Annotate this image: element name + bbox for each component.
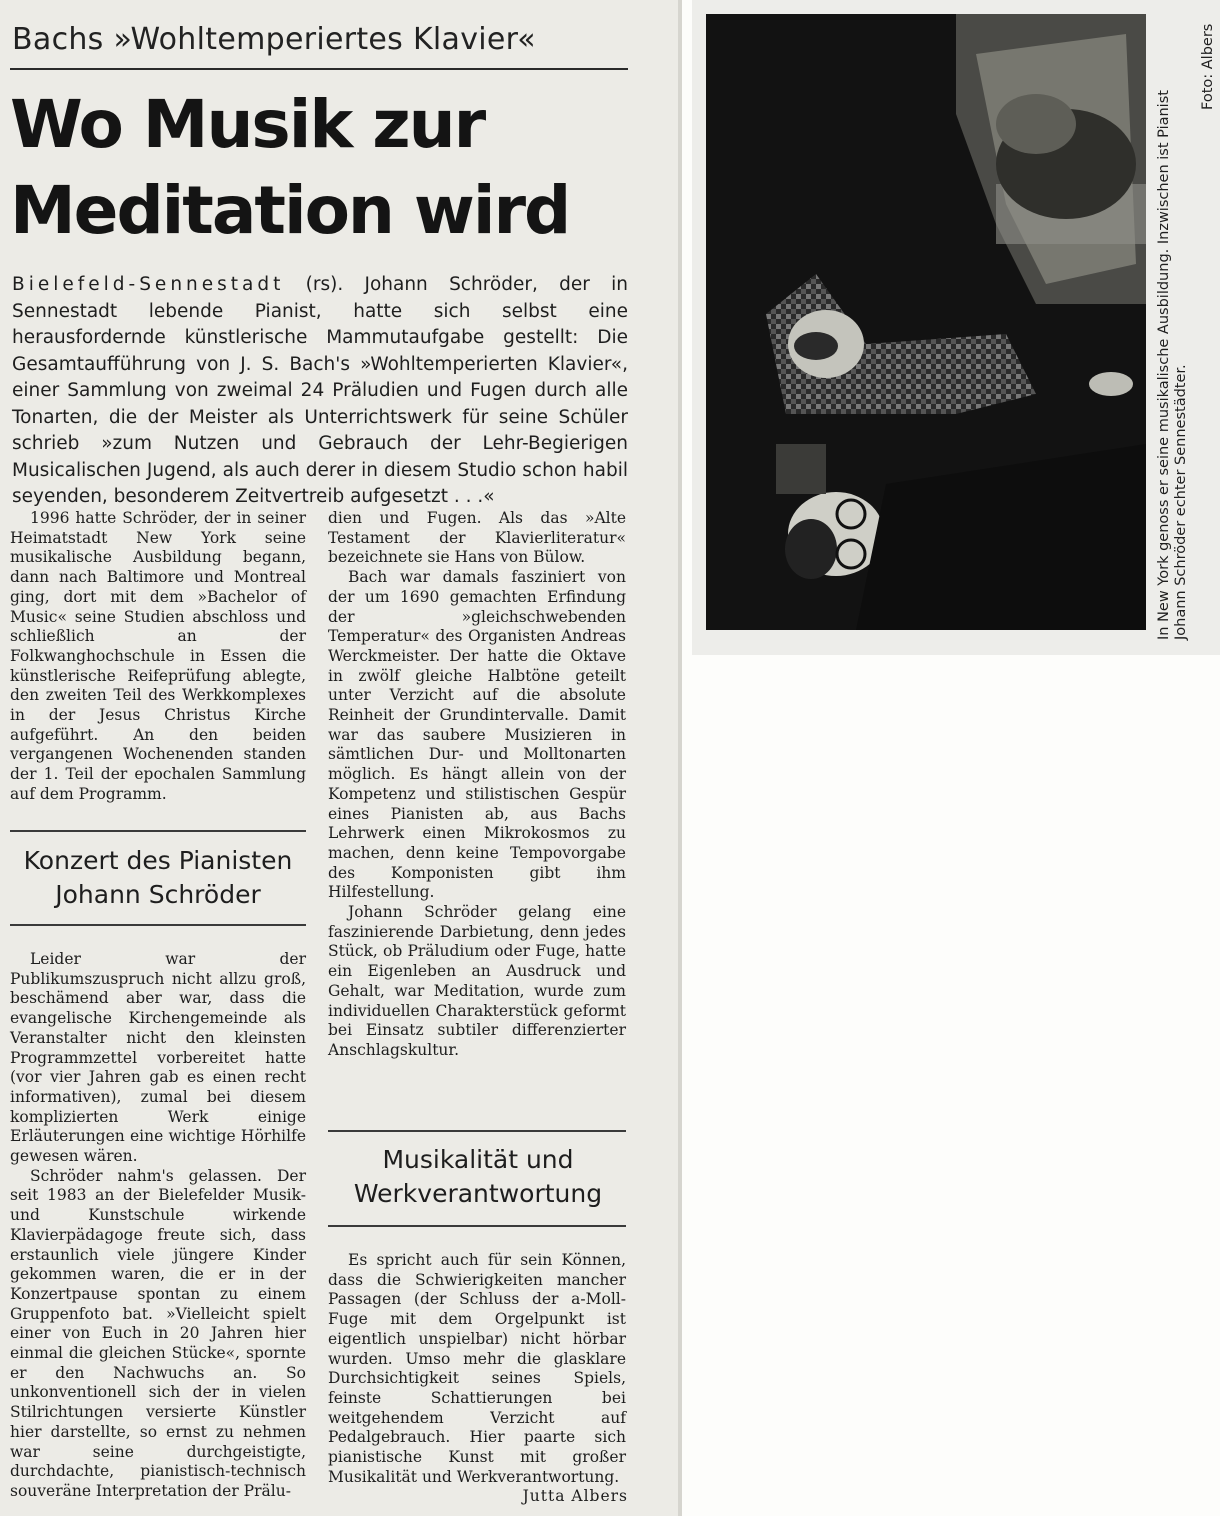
paragraph: 1996 hatte Schröder, der in seiner Heimatstadt New York seine musikalische Ausbildung begann, dann nach Baltimore und Montreal ging, dort mit dem »Bachelor of Music« seine Studien abschloss und schließlich an der Folkwanghochschule in Essen die künstlerische Reifeprüfung ablegte, den zweiten Teil des Werkkomplexes in der Jesus Christus Kirche aufgeführt. An den beiden vergangenen Wochenenden standen der 1. Teil der epochalen Sammlung auf dem Programm. (10, 509, 306, 803)
lead-paragraph (12, 272, 628, 511)
headline (10, 82, 630, 254)
subhead-rule-bottom (10, 924, 306, 926)
column-2-top (328, 509, 626, 1061)
subhead-rule-top (328, 1130, 626, 1132)
subhead-line: Johann Schröder (55, 880, 261, 909)
paragraph: Leider war der Publikumszuspruch nicht allzu groß, beschämend aber war, dass die evangelische Kirchengemeinde als Veranstalter nicht den kleinsten Programmzettel vorbereitet hatte (vor vier Jahren gab es einen recht informativen), zumal bei diesem komplizierten Werk einige Erläuterungen eine wichtige Hörhilfe gewesen wären. (10, 950, 306, 1166)
photo-credit: Foto: Albers (1200, 23, 1216, 110)
author-byline: Jutta Albers (522, 1487, 628, 1505)
paragraph: Schröder nahm's gelassen. Der seit 1983 an der Bielefelder Musik- und Kunstschule wirkende Klavierpädagoge freute sich, dass erstaunlich viele jüngere Kinder gekommen waren, die er in der Konzertpause spontan zu einem Gruppenfoto bat. »Vielleicht spielt einer von Euch in 20 Jahren hier einmal die gleichen Stücke«, spornte er den Nachwuchs an. So unkonventionell sich der in vielen Stilrichtungen versierte Künstler hier darstellte, so ernst zu nehmen war seine durchgeistigte, durchdachte, pianistisch-technisch souveräne Interpretation der Prälu- (10, 1166, 306, 1500)
subhead-line: Werkverantwortung (353, 1179, 603, 1208)
subhead-konzert (8, 844, 308, 912)
pianist-photo-image (706, 14, 1146, 630)
subhead-rule-bottom (328, 1225, 626, 1227)
column-1-bottom (10, 950, 306, 1502)
subhead-line: Konzert des Pianisten (23, 846, 293, 875)
paragraph: Johann Schröder gelang eine faszinierende Darbietung, denn jedes Stück, ob Präludium oder Fuge, hatte ein Eigenleben an Ausdruck und Gehalt, war Meditation, wurde zum individuellen Charakterstück geformt bei Einsatz subtiler differenzierter Anschlagskultur. (328, 903, 626, 1059)
clipping-edge (678, 0, 682, 1516)
kicker-rule (10, 68, 628, 70)
subhead-musikalitaet (328, 1143, 628, 1211)
kicker: Bachs »Wohltemperiertes Klavier« (12, 22, 536, 57)
headline-line-1: Wo Musik zur (10, 86, 485, 163)
lead-text: (rs). Johann Schröder, der in Sennestadt lebende Pianist, hatte sich selbst eine herausfordernde künstlerische Mammutaufgabe gestellt: Die Gesamtaufführung von J. S. Bach's »Wohltemperierten Klavier«, einer Sammlung von zweimal 24 Präludien und Fugen durch alle Tonarten, die der Meister als Unterrichtswerk für seine Schüler schrieb »zum Nutzen und Gebrauch der Lehr-Begierigen Musicalischen Jugend, als auch derer in diesem Studio schon habil seyenden, besonderem Zeitvertreib aufgesetzt . . .« (12, 274, 628, 507)
paragraph: Bach war damals fasziniert von der um 1690 gemachten Erfindung der »gleichschwebenden Temperatur« des Organisten Andreas Werckmeister. Der hatte die Oktave in zwölf gleiche Halbtöne geteilt unter Verzicht auf die absolute Reinheit der Grundintervalle. Damit war das saubere Musizieren in sämtlichen Dur- und Molltonarten möglich. Es hängt allein von der Kompetenz und stilistischen Gespür eines Pianisten ab, aus Bachs Lehrwerk einen Mikrokosmos zu machen, denn keine Tempovorgabe des Komponisten gibt ihm Hilfestellung. (328, 568, 626, 902)
dateline: Bielefeld-Sennestadt (12, 274, 285, 295)
paragraph: Es spricht auch für sein Können, dass die Schwierigkeiten mancher Passagen (der Schluss der a-Moll-Fuge mit dem Orgelpunkt ist eigentlich unspielbar) nicht hörbar wurden. Umso mehr die glasklare Durchsichtigkeit seines Spiels, feinste Schattierungen bei weitgehendem Verzicht auf Pedalgebrauch. Hier paarte sich pianistische Kunst mit großer Musikalität und Werkverantwortung. (328, 1251, 626, 1486)
column-1-top (10, 509, 306, 805)
caption-line-2: Johann Schröder echter Sennestädter. (1172, 364, 1189, 640)
subhead-rule-top (10, 830, 306, 832)
caption-line-1: In New York genoss er seine musikalische Ausbildung. Inzwischen ist Pianist (1156, 90, 1172, 640)
column-2-bottom (328, 1251, 626, 1487)
photo-pianist (706, 14, 1146, 630)
paragraph: dien und Fugen. Als das »Alte Testament der Klavierliteratur« bezeichnete sie Hans von Bülow. (328, 509, 626, 567)
headline-line-2: Meditation wird (10, 172, 570, 249)
subhead-line: Musikalität und (382, 1145, 574, 1174)
